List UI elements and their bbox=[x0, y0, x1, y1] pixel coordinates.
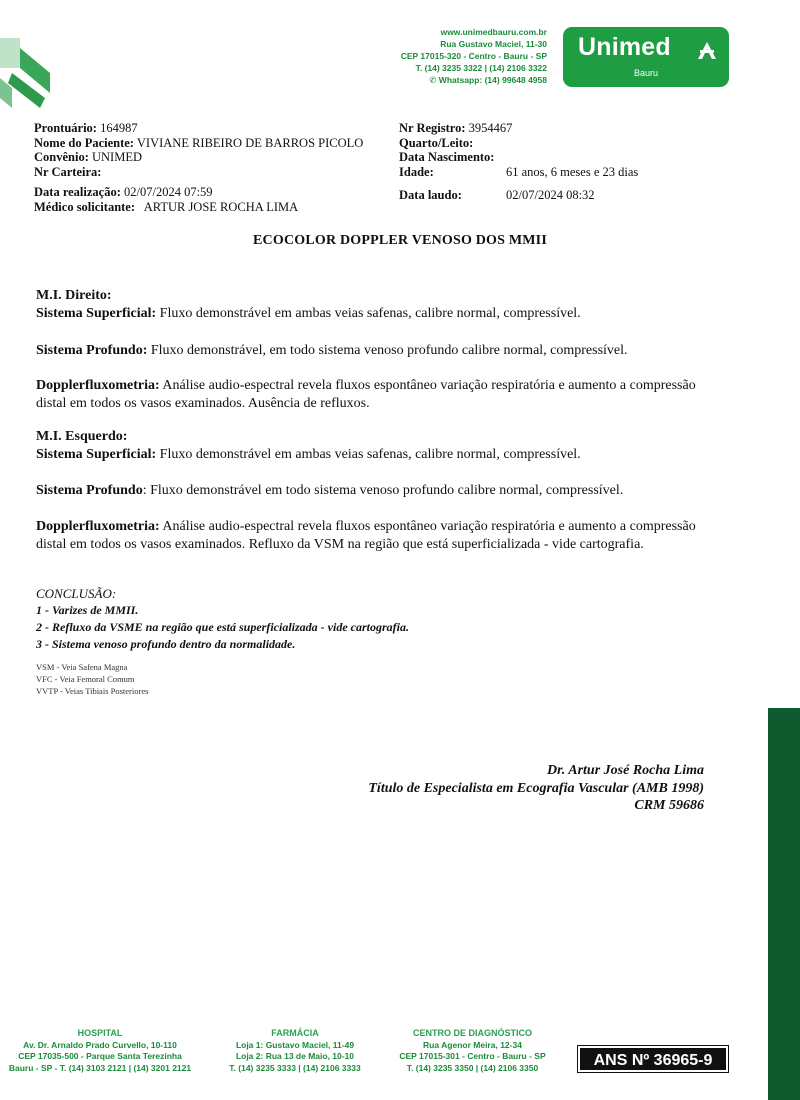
footer-line: CEP 17035-500 - Parque Santa Terezinha bbox=[18, 1051, 182, 1061]
right-profundo: Sistema Profundo: Fluxo demonstrável, em todo sistema venoso profundo calibre normal, compressível. bbox=[36, 343, 628, 358]
unimed-logo-mark-icon bbox=[0, 18, 70, 108]
conclusion bbox=[36, 585, 409, 653]
abbreviation-item: VVTP - Veias Tibiais Posteriores bbox=[36, 686, 149, 696]
patient-info-right bbox=[399, 121, 638, 179]
unimed-brand-box bbox=[563, 27, 729, 87]
conclusion-item: 2 - Refluxo da VSME na região que está superficializada - vide cartografia. bbox=[36, 620, 409, 634]
brand-name: Unimed bbox=[578, 33, 671, 61]
footer-diagnostico-title: CENTRO DE DIAGNÓSTICO bbox=[412, 1028, 532, 1038]
carteira-row: Nr Carteira: bbox=[34, 164, 102, 179]
medico-row: Médico solicitante: ARTUR JOSE ROCHA LIMA bbox=[34, 199, 299, 214]
data-realizacao-row: Data realização: 02/07/2024 07:59 bbox=[34, 185, 213, 199]
left-dopplerfluxometria: Dopplerfluxometria: Análise audio-espectral revela fluxos espontâneo variação respiratória e aumento a compressão distal em todos os vasos examinados. Refluxo da VSM na região que está superficializada - vide cartografia. bbox=[36, 519, 696, 552]
registro-row: Nr Registro: 3954467 bbox=[399, 121, 513, 135]
footer-diagnostico bbox=[380, 1028, 565, 1074]
abbreviation-item: VSM - Veia Safena Magna bbox=[36, 662, 128, 672]
nascimento-row: Data Nascimento: bbox=[399, 150, 495, 164]
idade-row: Idade: 61 anos, 6 meses e 23 dias bbox=[399, 164, 639, 179]
header-whatsapp bbox=[401, 74, 547, 86]
footer-line: Loja 1: Gustavo Maciel, 11-49 bbox=[235, 1039, 355, 1050]
report-title: ECOCOLOR DOPPLER VENOSO DOS MMII bbox=[253, 233, 547, 248]
patient-info-left bbox=[34, 121, 363, 179]
footer-line: Av. Dr. Arnaldo Prado Curvello, 10-110 bbox=[23, 1039, 177, 1050]
footer-hospital bbox=[0, 1028, 200, 1074]
header-street: Rua Gustavo Maciel, 11-30 bbox=[440, 39, 547, 49]
abbreviation-item: VFC - Veia Femoral Comum bbox=[36, 674, 135, 684]
footer-farmacia bbox=[215, 1028, 375, 1074]
whatsapp-text: Whatsapp: (14) 99648 4958 bbox=[438, 75, 547, 85]
exam-info-left bbox=[34, 185, 298, 214]
ans-number-badge: ANS Nº 36965-9 bbox=[578, 1046, 728, 1072]
header-cep: CEP 17015-320 - Centro - Bauru - SP bbox=[400, 51, 547, 61]
right-dopplerfluxometria: Dopplerfluxometria: Análise audio-espectral revela fluxos espontâneo variação respiratória e aumento a compressão distal em todos os vasos examinados. Ausência de refluxos. bbox=[36, 378, 696, 411]
right-superficial: Sistema Superficial: Fluxo demonstrável em ambas veias safenas, calibre normal, compressível. bbox=[36, 306, 581, 321]
conclusion-item: 1 - Varizes de MMII. bbox=[36, 603, 139, 617]
conclusion-title: CONCLUSÃO: bbox=[36, 586, 117, 601]
footer-farmacia-title: FARMÁCIA bbox=[271, 1028, 319, 1038]
footer-line: T. (14) 3235 3350 | (14) 2106 3350 bbox=[406, 1062, 539, 1073]
page-edge-bar bbox=[768, 708, 800, 1100]
footer-line: T. (14) 3235 3333 | (14) 2106 3333 bbox=[229, 1062, 361, 1073]
unimed-symbol-icon bbox=[695, 39, 719, 61]
left-leg-heading: M.I. Esquerdo: bbox=[36, 429, 128, 444]
header-phones: T. (14) 3235 3322 | (14) 2106 3322 bbox=[415, 63, 547, 73]
footer-line: Loja 2: Rua 13 de Maio, 10-10 bbox=[235, 1051, 355, 1061]
signature-name: Dr. Artur José Rocha Lima bbox=[546, 763, 704, 778]
footer-line: Bauru - SP - T. (14) 3103 2121 | (14) 3201 2121 bbox=[8, 1062, 192, 1073]
signature-title: Título de Especialista em Ecografia Vascular (AMB 1998) bbox=[368, 780, 704, 796]
footer-line: Rua Agenor Meira, 12-34 bbox=[423, 1039, 522, 1050]
header-contact bbox=[401, 26, 547, 86]
right-leg-heading: M.I. Direito: bbox=[36, 288, 112, 303]
website-link[interactable]: www.unimedbauru.com.br bbox=[440, 27, 547, 37]
laudo-row: Data laudo: 02/07/2024 08:32 bbox=[399, 188, 595, 202]
patient-name-row: Nome do Paciente: VIVIANE RIBEIRO DE BARROS PICOLO bbox=[34, 135, 364, 150]
signature-crm: CRM 59686 bbox=[634, 798, 704, 813]
abbreviations bbox=[36, 661, 148, 697]
footer-line: CEP 17015-301 - Centro - Bauru - SP bbox=[399, 1051, 546, 1061]
signature-block bbox=[368, 762, 704, 815]
footer-hospital-title: HOSPITAL bbox=[77, 1028, 123, 1038]
left-superficial: Sistema Superficial: Fluxo demonstrável em ambas veias safenas, calibre normal, compressível. bbox=[36, 447, 581, 462]
brand-city: Bauru bbox=[633, 68, 659, 78]
quarto-row: Quarto/Leito: bbox=[399, 135, 474, 150]
whatsapp-icon: ✆ bbox=[429, 75, 437, 85]
conclusion-item: 3 - Sistema venoso profundo dentro da normalidade. bbox=[36, 637, 296, 651]
convenio-row: Convênio: UNIMED bbox=[34, 150, 142, 164]
prontuario-row: Prontuário: 164987 bbox=[34, 121, 138, 135]
left-profundo: Sistema Profundo: Fluxo demonstrável em todo sistema venoso profundo calibre normal, compressível. bbox=[36, 483, 624, 498]
